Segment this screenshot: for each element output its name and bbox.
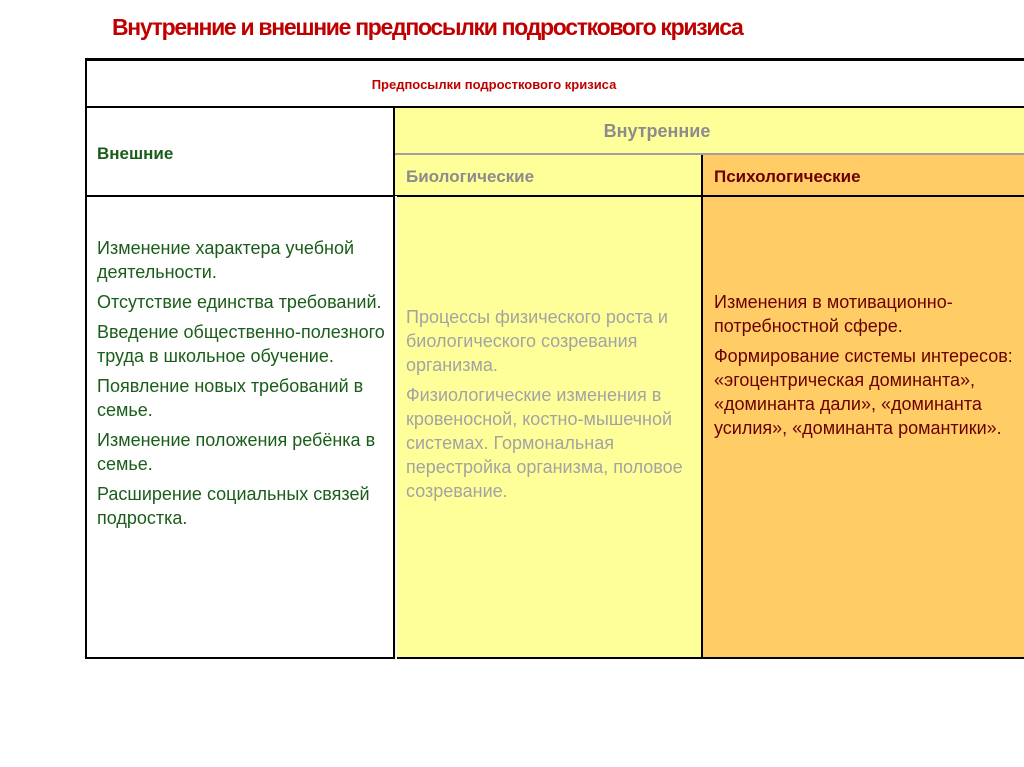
biological-body-cell xyxy=(394,197,702,659)
internal-header-cell xyxy=(394,108,1024,155)
table-header xyxy=(86,58,1024,108)
list-item: Формирование системы интересов: «эгоцентрическая доминанта», «доминанта дали», «доминанта усилия», «доминанта романтики». xyxy=(714,346,1013,438)
external-header-label: Внешние xyxy=(97,144,174,163)
list-item: Процессы физического роста и биологического созревания организма. xyxy=(406,307,668,375)
table-header-label: Предпосылки подросткового кризиса xyxy=(371,77,617,92)
column-divider xyxy=(701,155,703,659)
biological-header-label: Биологические xyxy=(406,167,535,186)
list-item: Расширение социальных связей подростка. xyxy=(97,484,370,528)
psychological-header-cell xyxy=(702,155,1024,197)
list-item: Изменение характера учебной деятельности. xyxy=(97,238,355,282)
column-divider xyxy=(393,108,395,659)
biological-header-cell xyxy=(394,155,702,197)
external-header-cell xyxy=(86,108,394,197)
list-item: Физиологические изменения в кровеносной, костно-мышечной системах. Гормональная перестройка организма, половое созревание. xyxy=(406,385,683,501)
external-items xyxy=(97,236,387,536)
psychological-header-label: Психологические xyxy=(714,167,861,186)
list-item: Введение общественно-полезного труда в школьное обучение. xyxy=(97,322,385,366)
psychological-body-cell xyxy=(702,197,1024,659)
table-left-border xyxy=(85,58,87,659)
list-item: Изменения в мотивационно-потребностной сфере. xyxy=(714,292,953,336)
list-item: Изменение положения ребёнка в семье. xyxy=(97,430,376,474)
external-body-cell xyxy=(86,197,394,659)
list-item: Появление новых требований в семье. xyxy=(97,376,364,420)
biological-items xyxy=(406,305,696,509)
internal-header-label: Внутренние xyxy=(603,121,711,141)
slide-title: Внутренние и внешние предпосылки подросткового кризиса xyxy=(112,14,743,40)
psychological-items xyxy=(714,290,1014,446)
list-item: Отсутствие единства требований. xyxy=(97,292,382,312)
